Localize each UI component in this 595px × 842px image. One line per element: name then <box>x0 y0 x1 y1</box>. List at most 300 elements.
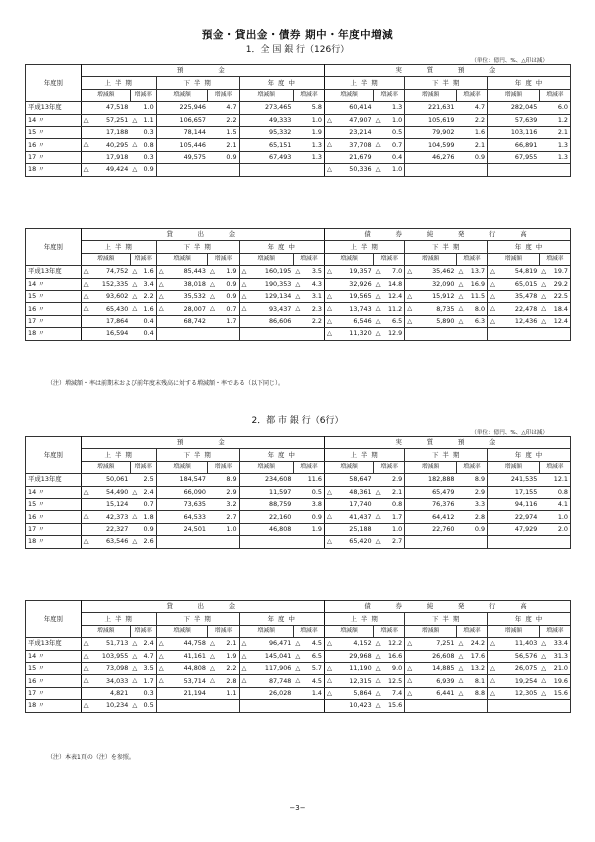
change-amount-cell <box>81 164 130 176</box>
change-amount-cell <box>156 114 208 126</box>
value: 11.2 <box>387 304 403 313</box>
change-rate-cell <box>374 675 405 687</box>
value: 3.5 <box>311 267 322 276</box>
change-rate-cell <box>208 474 239 486</box>
value: 0.9 <box>226 152 237 161</box>
change-amount-cell <box>488 102 540 114</box>
value: 13,743 <box>349 304 372 313</box>
value: 1.0 <box>392 524 403 533</box>
value: 65,015 <box>514 279 538 288</box>
change-rate-header: 増減率 <box>293 253 324 265</box>
value: 1.0 <box>311 115 322 124</box>
decrease-mark: △ <box>375 329 381 338</box>
value: 35,532 <box>183 292 206 301</box>
change-amount-header: 増減額 <box>81 89 130 101</box>
change-amount-cell <box>156 536 208 548</box>
value: 1.7 <box>143 676 154 685</box>
change-rate-cell <box>208 638 239 650</box>
change-amount-cell <box>81 486 130 498</box>
value: 2.8 <box>474 512 486 521</box>
change-rate-cell <box>456 303 487 315</box>
value: 0.8 <box>392 500 403 509</box>
period-header: 下 半 期 <box>156 241 239 253</box>
change-amount-cell <box>488 662 540 674</box>
change-rate-cell <box>539 511 570 523</box>
change-amount-cell <box>156 139 208 151</box>
change-amount-header: 増減額 <box>156 253 208 265</box>
change-rate-cell <box>456 523 487 535</box>
change-amount-cell <box>325 290 374 302</box>
fiscal-year-label: 17 〃 <box>26 151 82 163</box>
change-rate-cell <box>293 498 324 510</box>
value: 0.3 <box>143 128 154 137</box>
value: 21,194 <box>183 688 206 697</box>
fiscal-year-label: 17 〃 <box>26 315 82 327</box>
fiscal-year-label: 平成13年度 <box>26 266 82 278</box>
value: 32,090 <box>432 279 455 288</box>
value: 13.2 <box>470 664 486 673</box>
decrease-mark: △ <box>132 676 138 685</box>
change-amount-cell <box>81 114 130 126</box>
change-rate-cell <box>293 328 324 340</box>
change-rate-cell <box>208 498 239 510</box>
decrease-mark: △ <box>132 304 138 313</box>
value: 12.9 <box>387 329 403 338</box>
change-amount-header: 増減額 <box>405 89 457 101</box>
value: 31.3 <box>553 651 568 660</box>
value: 1.0 <box>557 512 568 521</box>
change-rate-cell <box>539 523 570 535</box>
value: 0.5 <box>143 701 154 710</box>
period-header: 上 半 期 <box>81 77 156 89</box>
decrease-mark: △ <box>295 291 301 300</box>
change-amount-cell <box>81 474 130 486</box>
change-amount-cell <box>488 486 540 498</box>
value: 65,430 <box>105 304 129 313</box>
change-rate-cell <box>130 102 156 114</box>
value: 17,740 <box>349 500 372 509</box>
change-rate-cell <box>539 164 570 176</box>
decrease-mark: △ <box>407 663 413 672</box>
decrease-mark: △ <box>132 512 138 521</box>
value: 1.1 <box>143 115 154 124</box>
change-amount-cell <box>488 139 540 151</box>
change-rate-cell <box>130 139 156 151</box>
value: 8.0 <box>474 304 486 313</box>
unit-note: （単位：億円、%、△印は減） <box>471 58 548 64</box>
fiscal-year-label: 14 〃 <box>26 278 82 290</box>
change-rate-cell <box>130 151 156 163</box>
fiscal-year-label: 18 〃 <box>26 164 82 176</box>
section-title-national-banks: 1．全 国 銀 行（126行） <box>245 45 350 55</box>
change-amount-cell <box>239 523 293 535</box>
change-amount-cell <box>325 315 374 327</box>
change-amount-cell <box>405 126 457 138</box>
change-amount-cell <box>405 662 457 674</box>
change-rate-cell <box>374 638 405 650</box>
change-rate-cell <box>374 290 405 302</box>
decrease-mark: △ <box>541 663 547 672</box>
change-rate-cell <box>293 303 324 315</box>
decrease-mark: △ <box>458 663 464 672</box>
change-amount-cell <box>156 303 208 315</box>
change-rate-cell <box>539 315 570 327</box>
value: 2.9 <box>474 487 486 496</box>
change-rate-cell <box>456 315 487 327</box>
change-rate-header: 増減率 <box>293 625 324 637</box>
change-rate-cell <box>208 139 239 151</box>
value: 49,575 <box>183 152 206 161</box>
fiscal-year-label: 17 〃 <box>26 687 82 699</box>
section-title-city-banks: 2．都 市 銀 行（6行） <box>251 416 344 426</box>
value: 0.3 <box>143 688 154 697</box>
change-rate-header: 増減率 <box>374 253 405 265</box>
value: 184,547 <box>179 475 206 484</box>
change-rate-cell <box>293 662 324 674</box>
value: 17,188 <box>105 128 129 137</box>
change-rate-cell <box>130 290 156 302</box>
change-rate-cell <box>539 675 570 687</box>
change-amount-cell <box>156 328 208 340</box>
change-rate-cell <box>456 266 487 278</box>
decrease-mark: △ <box>132 639 138 648</box>
change-amount-cell <box>81 650 130 662</box>
change-rate-header: 増減率 <box>374 625 405 637</box>
table-row <box>26 114 571 126</box>
change-amount-cell <box>488 536 540 548</box>
change-amount-cell <box>156 700 208 712</box>
change-rate-cell <box>130 687 156 699</box>
decrease-mark: △ <box>375 676 381 685</box>
change-amount-cell <box>488 126 540 138</box>
decrease-mark: △ <box>490 676 495 685</box>
change-rate-header: 増減率 <box>456 253 487 265</box>
value: 225,946 <box>179 103 206 112</box>
value: 95,332 <box>269 128 292 137</box>
fiscal-year-label: 14 〃 <box>26 114 82 126</box>
change-rate-cell <box>130 675 156 687</box>
value: 32,926 <box>349 279 372 288</box>
change-rate-header: 増減率 <box>456 625 487 637</box>
change-amount-cell <box>239 303 293 315</box>
change-rate-cell <box>208 266 239 278</box>
value: 106,657 <box>179 115 206 124</box>
value: 1.9 <box>226 267 237 276</box>
change-rate-cell <box>539 102 570 114</box>
change-amount-cell <box>488 290 540 302</box>
change-rate-header: 増減率 <box>293 461 324 473</box>
change-rate-cell <box>374 474 405 486</box>
change-rate-cell <box>539 278 570 290</box>
table-row <box>26 498 571 510</box>
value: 145,041 <box>264 651 292 660</box>
change-amount-cell <box>239 638 293 650</box>
decrease-mark: △ <box>326 165 332 174</box>
change-amount-cell <box>488 164 540 176</box>
table-row <box>26 126 571 138</box>
decrease-mark: △ <box>158 304 164 313</box>
decrease-mark: △ <box>375 316 381 325</box>
unit-note: （単位：億円、%、△印は減） <box>471 430 548 436</box>
change-amount-cell <box>488 687 540 699</box>
value: 5.8 <box>311 103 322 112</box>
value: 24.2 <box>470 639 486 648</box>
change-rate-cell <box>374 278 405 290</box>
value: 86,606 <box>268 316 292 325</box>
value: 0.9 <box>226 292 237 301</box>
value: 4.5 <box>311 639 322 648</box>
change-rate-cell <box>374 650 405 662</box>
change-amount-cell <box>488 511 540 523</box>
change-amount-cell <box>156 638 208 650</box>
fiscal-year-label: 18 〃 <box>26 328 82 340</box>
value: 7,251 <box>436 639 455 648</box>
decrease-mark: △ <box>458 688 464 697</box>
decrease-mark: △ <box>241 651 247 660</box>
page-title: 預金・貸出金・債券 期中・年度中増減 <box>201 29 394 41</box>
value: 74,752 <box>105 267 129 276</box>
value: 2.2 <box>226 664 237 673</box>
change-rate-cell <box>374 114 405 126</box>
value: 6.0 <box>557 103 568 112</box>
change-rate-cell <box>208 114 239 126</box>
change-amount-cell <box>81 139 130 151</box>
value: 6,441 <box>436 688 455 697</box>
value: 38,018 <box>183 279 206 288</box>
change-rate-cell <box>130 498 156 510</box>
value: 56,576 <box>514 651 538 660</box>
change-amount-cell <box>488 650 540 662</box>
change-rate-cell <box>374 700 405 712</box>
decrease-mark: △ <box>375 279 381 288</box>
change-rate-cell <box>130 536 156 548</box>
footnote: （注）増減額・率は前期末および前年度末残高に対する増減額・率である（以下同じ）。 <box>47 380 285 387</box>
table-row <box>26 511 571 523</box>
value: 2.1 <box>392 487 403 496</box>
value: 0.9 <box>474 152 486 161</box>
value: 1.6 <box>143 267 154 276</box>
decrease-mark: △ <box>83 140 89 149</box>
decrease-mark: △ <box>327 676 332 685</box>
table-row <box>26 303 571 315</box>
decrease-mark: △ <box>83 279 89 288</box>
decrease-mark: △ <box>490 688 495 697</box>
decrease-mark: △ <box>158 639 164 648</box>
decrease-mark: △ <box>241 676 247 685</box>
change-amount-header: 増減額 <box>156 461 208 473</box>
value: 53,714 <box>183 676 206 685</box>
change-amount-cell <box>405 498 457 510</box>
change-amount-cell <box>156 662 208 674</box>
change-amount-cell <box>81 498 130 510</box>
value: 1.6 <box>474 128 486 137</box>
change-amount-cell <box>488 474 540 486</box>
footnote: （注）本表1頁の（注）を参照。 <box>47 754 135 761</box>
change-amount-cell <box>405 315 457 327</box>
year-column-header: 年度別 <box>26 65 82 102</box>
value: 85,443 <box>183 267 206 276</box>
decrease-mark: △ <box>375 651 381 660</box>
change-rate-cell <box>374 498 405 510</box>
decrease-mark: △ <box>375 639 381 648</box>
decrease-mark: △ <box>407 267 413 276</box>
change-rate-cell <box>293 523 324 535</box>
group-header: 債 券 純 発 行 高 <box>325 601 571 613</box>
period-header: 年 度 中 <box>239 613 325 625</box>
change-amount-cell <box>488 315 540 327</box>
change-amount-cell <box>325 662 374 674</box>
value: 63,546 <box>105 537 129 546</box>
change-rate-cell <box>293 139 324 151</box>
change-rate-cell <box>374 102 405 114</box>
value: 0.4 <box>143 329 154 338</box>
decrease-mark: △ <box>490 279 495 288</box>
decrease-mark: △ <box>83 676 89 685</box>
decrease-mark: △ <box>209 663 215 672</box>
change-rate-cell <box>208 700 239 712</box>
value: 2.1 <box>226 639 237 648</box>
value: 0.9 <box>143 165 154 174</box>
change-rate-cell <box>456 700 487 712</box>
change-rate-cell <box>293 511 324 523</box>
change-amount-cell <box>239 662 293 674</box>
decrease-mark: △ <box>326 115 332 124</box>
value: 57,639 <box>514 115 538 124</box>
value: 51,713 <box>105 639 129 648</box>
change-rate-cell <box>539 638 570 650</box>
value: 65,420 <box>349 537 372 546</box>
change-amount-cell <box>239 151 293 163</box>
change-amount-header: 増減額 <box>81 253 130 265</box>
decrease-mark: △ <box>327 291 332 300</box>
decrease-mark: △ <box>158 663 164 672</box>
group-header: 貸 出 金 <box>81 601 324 613</box>
change-amount-cell <box>156 486 208 498</box>
value: 2.4 <box>143 487 154 496</box>
decrease-mark: △ <box>375 115 381 124</box>
value: 3.8 <box>311 500 322 509</box>
table-row <box>26 315 571 327</box>
change-rate-header: 増減率 <box>293 89 324 101</box>
change-amount-header: 増減額 <box>239 461 293 473</box>
change-amount-cell <box>156 278 208 290</box>
change-rate-cell <box>293 290 324 302</box>
fiscal-year-label: 平成13年度 <box>26 474 82 486</box>
change-amount-header: 増減額 <box>239 625 293 637</box>
decrease-mark: △ <box>375 291 381 300</box>
fiscal-year-label: 15 〃 <box>26 498 82 510</box>
change-amount-header: 増減額 <box>488 461 540 473</box>
deposits-table-national <box>25 64 571 177</box>
change-amount-cell <box>239 511 293 523</box>
decrease-mark: △ <box>327 329 332 338</box>
period-header: 上 半 期 <box>325 613 405 625</box>
decrease-mark: △ <box>327 663 332 672</box>
decrease-mark: △ <box>407 316 413 325</box>
value: 1.7 <box>392 512 403 521</box>
change-amount-cell <box>81 102 130 114</box>
change-rate-cell <box>456 278 487 290</box>
decrease-mark: △ <box>158 676 164 685</box>
period-header: 上 半 期 <box>81 449 156 461</box>
value: 190,353 <box>264 279 292 288</box>
value: 241,535 <box>510 475 538 484</box>
change-amount-header: 増減額 <box>405 625 457 637</box>
change-amount-cell <box>239 102 293 114</box>
value: 7.4 <box>392 688 403 697</box>
change-rate-cell <box>208 511 239 523</box>
change-rate-cell <box>208 536 239 548</box>
decrease-mark: △ <box>209 279 215 288</box>
value: 4.1 <box>557 500 568 509</box>
decrease-mark: △ <box>132 701 138 710</box>
value: 1.3 <box>311 152 322 161</box>
value: 76,376 <box>432 500 455 509</box>
change-rate-cell <box>456 328 487 340</box>
value: 1.9 <box>311 524 322 533</box>
change-amount-header: 増減額 <box>405 461 457 473</box>
value: 11,190 <box>349 664 372 673</box>
value: 6.5 <box>392 316 403 325</box>
value: 1.3 <box>557 140 568 149</box>
change-amount-cell <box>156 126 208 138</box>
change-rate-cell <box>293 164 324 176</box>
decrease-mark: △ <box>209 267 215 276</box>
change-rate-cell <box>539 303 570 315</box>
decrease-mark: △ <box>407 676 413 685</box>
period-header: 下 半 期 <box>405 77 488 89</box>
change-rate-cell <box>456 675 487 687</box>
change-rate-cell <box>130 315 156 327</box>
decrease-mark: △ <box>458 651 464 660</box>
value: 0.8 <box>557 487 568 496</box>
value: 1.8 <box>143 512 154 521</box>
decrease-mark: △ <box>83 165 89 174</box>
change-amount-cell <box>325 687 374 699</box>
value: 1.7 <box>226 316 237 325</box>
value: 14,885 <box>432 664 455 673</box>
change-rate-cell <box>293 102 324 114</box>
value: 16.9 <box>470 279 486 288</box>
change-rate-cell <box>374 126 405 138</box>
value: 79,902 <box>432 128 455 137</box>
change-amount-cell <box>488 700 540 712</box>
value: 0.4 <box>143 316 154 325</box>
value: 6.5 <box>311 651 322 660</box>
change-amount-cell <box>239 536 293 548</box>
change-rate-cell <box>130 328 156 340</box>
loans-bonds-table-national <box>25 228 571 341</box>
change-rate-cell <box>130 511 156 523</box>
fiscal-year-label: 16 〃 <box>26 675 82 687</box>
change-amount-cell <box>488 523 540 535</box>
value: 19,357 <box>349 267 372 276</box>
change-rate-header: 増減率 <box>539 625 570 637</box>
decrease-mark: △ <box>295 663 301 672</box>
fiscal-year-label: 16 〃 <box>26 303 82 315</box>
value: 40,295 <box>105 140 129 149</box>
value: 3.5 <box>143 664 154 673</box>
decrease-mark: △ <box>326 487 332 496</box>
decrease-mark: △ <box>241 639 247 648</box>
value: 2.8 <box>226 676 237 685</box>
change-amount-cell <box>81 328 130 340</box>
change-rate-cell <box>456 511 487 523</box>
change-rate-header: 増減率 <box>208 253 239 265</box>
value: 2.2 <box>474 115 486 124</box>
decrease-mark: △ <box>458 267 464 276</box>
value: 8,735 <box>436 304 455 313</box>
